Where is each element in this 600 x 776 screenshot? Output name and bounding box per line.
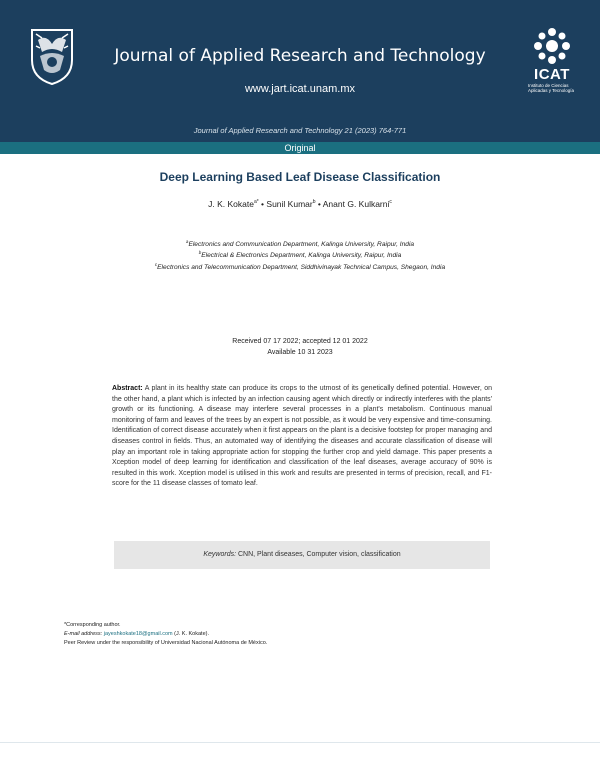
journal-banner — [0, 0, 600, 142]
citation-line — [0, 126, 600, 135]
citation-journal: Journal of Applied Research and Technology — [193, 126, 343, 135]
abstract-label: Abstract: — [112, 385, 143, 392]
available-date: Available 10 31 2023 — [267, 349, 333, 356]
section-label: Original — [284, 143, 316, 153]
keywords-label: Keywords: — [203, 551, 237, 558]
email-suffix: (J. K. Kokate). — [174, 631, 210, 637]
affiliation-text: Electrical & Electronics Department, Kalinga University, Raipur, India — [201, 252, 402, 260]
affiliation-sup: b — [198, 250, 202, 255]
journal-url[interactable]: www.jart.icat.unam.mx — [244, 83, 356, 95]
affiliation — [0, 239, 600, 248]
author-separator: • — [261, 199, 265, 209]
author-sup: c — [389, 199, 392, 206]
author-sup: b — [312, 199, 316, 206]
peer-review-note: Peer Review under the responsibility of Universidad Nacional Autónoma de México. — [64, 640, 268, 646]
received-date: Received 07 17 2022; accepted 12 01 2022 — [232, 338, 368, 345]
email-link[interactable]: jayeshkokate18@gmail.com — [103, 631, 173, 637]
affiliation-text: Electronics and Communication Department, Kalinga University, Raipur, India — [188, 241, 415, 249]
abstract — [112, 384, 492, 490]
icat-logo-text: ICAT — [534, 66, 570, 83]
abstract-text: A plant in its healthy state can produce its crops to the utmost of its genetically defined potential. However, on the other hand, a plant which is infected by an infection causing agent which directly or indirectly interferes with the plants' growth or its functioning. A disease may interfere several processes in a plant's metabolism. Continuous manual monitoring of farm and leaves of the trees by an expert is not possible, as it would be very expensive and time-consuming. Identification of correct disease accurately when it first appears on the plant is a decisive footstep for proper managing and diseases control in fields. Thus, an automated way of identifying the diseases and accurate classification of disease will play an important role in taking appropriate action for stopping the further crop and yield damage. This paper presents a Xception model of deep learning for identification and classification of the leaf diseases, average accuracy of 90% is resulted in this work. Xception model is utilised in this work and results are presented in terms of precision, recall, and F1-score for the 11 disease classes of tomato leaf. — [112, 385, 493, 488]
author-sup: a* — [253, 199, 259, 206]
author-separator: • — [317, 199, 321, 209]
email-label: E-mail address: — [64, 631, 103, 637]
affiliation-sup: c — [154, 262, 158, 267]
journal-title: Journal of Applied Research and Technology — [114, 46, 486, 66]
author-name: Sunil Kumar — [266, 199, 313, 209]
email-line — [64, 631, 209, 637]
icat-logo-subtitle: Instituto de Ciencias Aplicadas y Tecnología — [528, 83, 574, 93]
keywords-text: CNN, Plant diseases, Computer vision, classification — [238, 551, 401, 558]
keywords-box — [114, 541, 490, 569]
author-name: Anant G. Kulkarni — [322, 199, 390, 209]
affiliation-text: Electronics and Telecommunication Department, Siddhivinayak Technical Campus, Shegaon, India — [157, 264, 446, 272]
author-list — [0, 199, 600, 209]
affiliation — [0, 262, 600, 271]
affiliation — [0, 250, 600, 259]
paper-title: Deep Learning Based Leaf Disease Classification — [159, 170, 441, 184]
author-name: J. K. Kokate — [208, 199, 254, 209]
corresponding-author-note: *Corresponding author. — [64, 622, 121, 628]
section-label-bar — [0, 142, 600, 154]
affiliation-sup: a — [185, 239, 189, 244]
bottom-divider — [0, 742, 600, 743]
citation-details: 21 (2023) 764-771 — [344, 126, 407, 135]
